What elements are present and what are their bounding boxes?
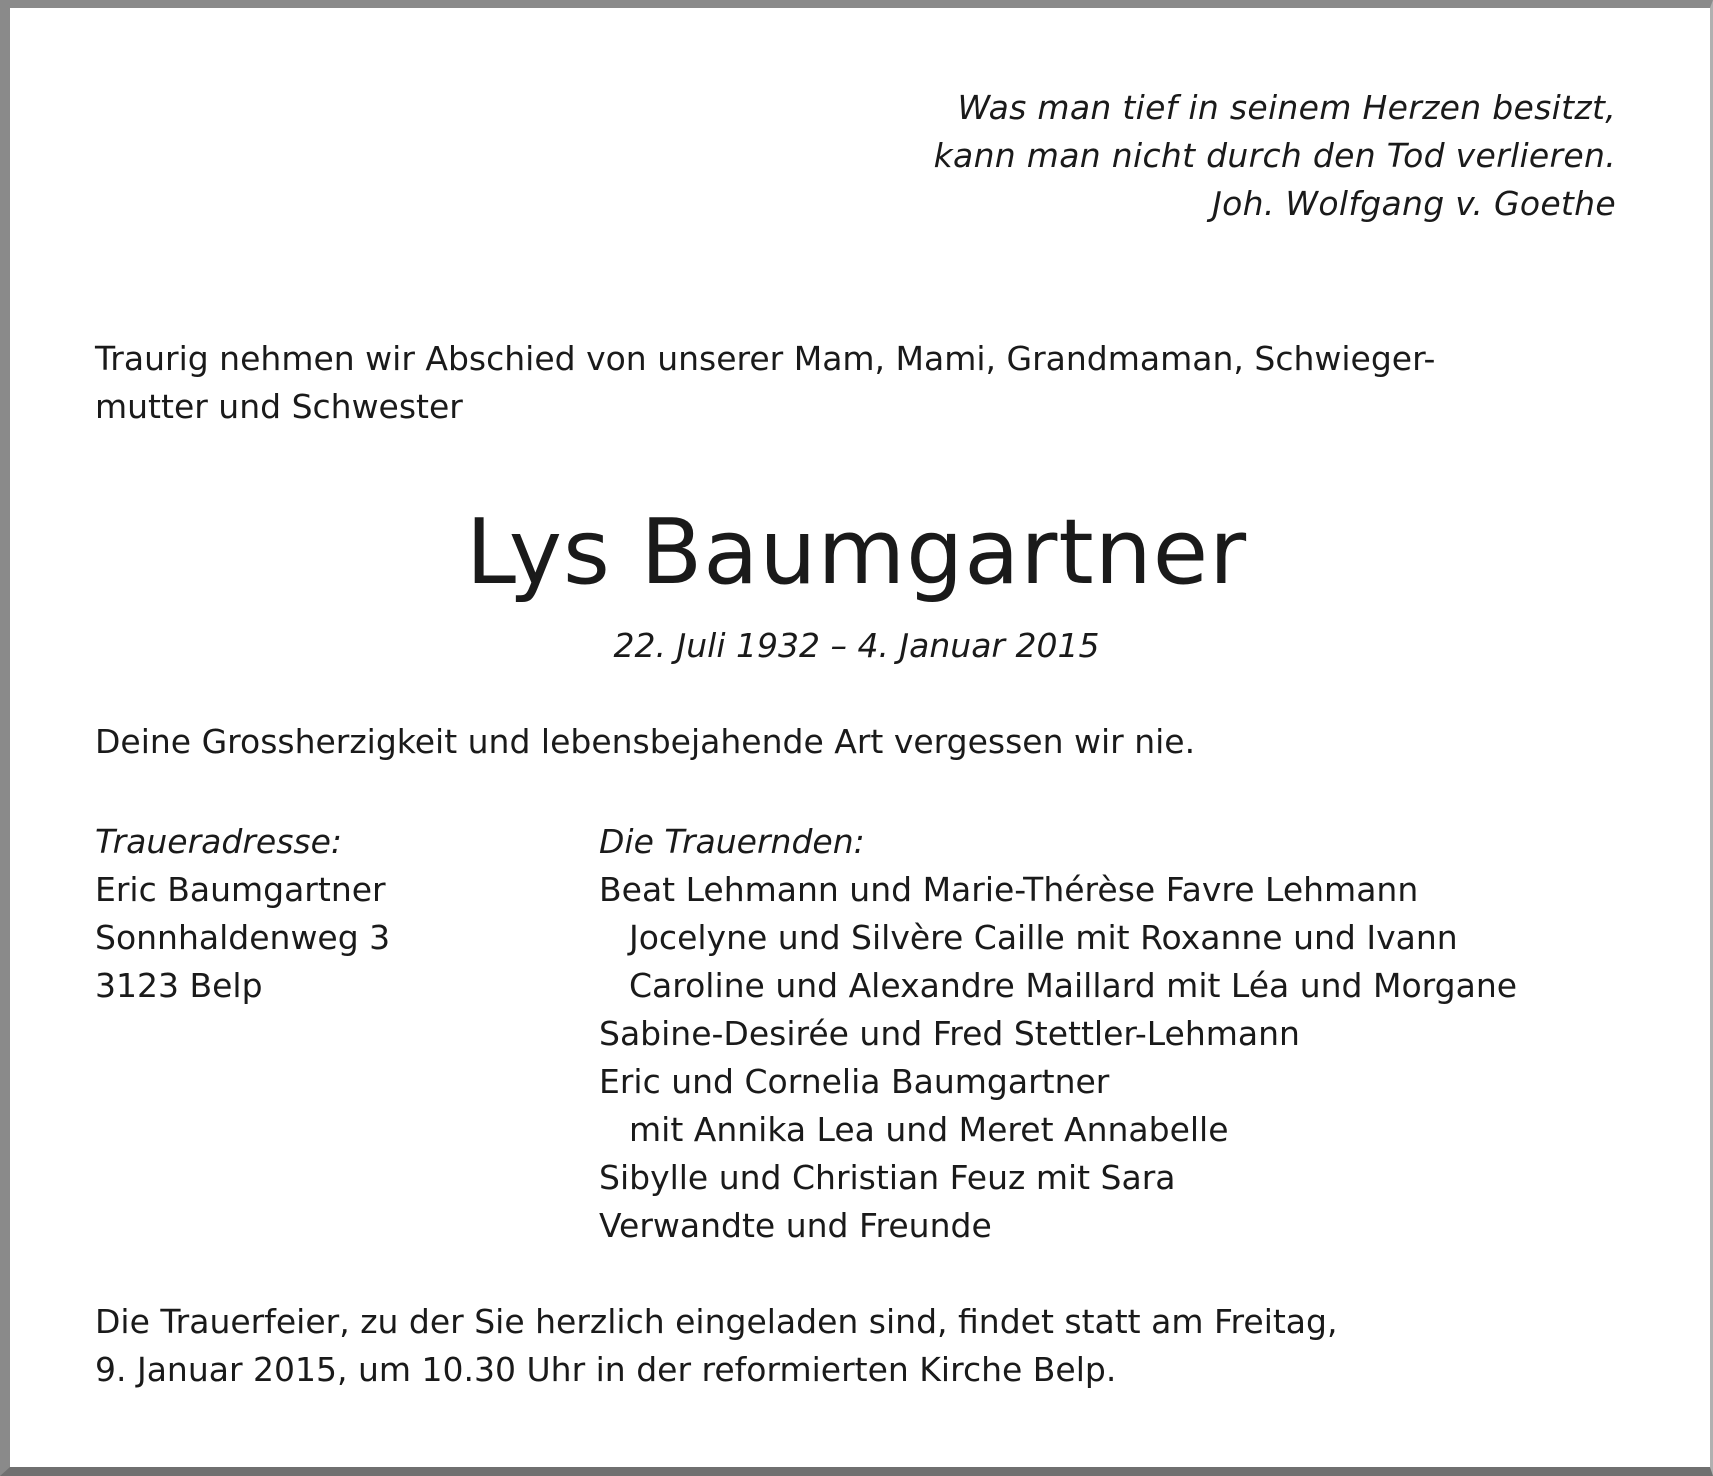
mourners-label: Die Trauernden: <box>599 822 865 861</box>
tribute-text: Deine Grossherzigkeit und lebensbejahende Art vergessen wir nie. <box>95 722 1196 761</box>
mourner-line: mit Annika Lea und Meret Annabelle <box>629 1110 1229 1149</box>
mourner-line: Caroline und Alexandre Maillard mit Léa und Morgane <box>629 966 1518 1005</box>
mourner-line: Sabine-Desirée und Fred Stettler-Lehmann <box>599 1014 1300 1053</box>
mourner-lines <box>599 866 1517 1250</box>
address-label: Traueradresse: <box>95 822 343 861</box>
life-dates: 22. Juli 1932 – 4. Januar 2015 <box>613 626 1100 665</box>
intro-text: Traurig nehmen wir Abschied von unserer Mam, Mami, Grandmaman, Schwieger- mutter und Schwester <box>95 339 1436 426</box>
mourning-address <box>95 818 390 1010</box>
address-line: Sonnhaldenweg 3 <box>95 918 391 957</box>
mourner-line: Jocelyne und Silvère Caille mit Roxanne und Ivann <box>629 918 1458 957</box>
mourner-line: Beat Lehmann und Marie-Thérèse Favre Lehmann <box>599 870 1419 909</box>
goethe-quote: Was man tief in seinem Herzen besitzt, kann man nicht durch den Tod verlieren. Joh. Wolfgang v. Goethe <box>933 88 1616 223</box>
address-line: Eric Baumgartner <box>95 870 386 909</box>
deceased-name: Lys Baumgartner <box>465 500 1248 605</box>
mourners-list <box>599 818 1517 1250</box>
address-line: 3123 Belp <box>95 966 263 1005</box>
mourner-line: Eric und Cornelia Baumgartner <box>599 1062 1110 1101</box>
ceremony-text: Die Trauerfeier, zu der Sie herzlich eingeladen sind, findet statt am Freitag, 9. Januar 2015, um 10.30 Uhr in der reformierten Kirche Belp. <box>95 1302 1338 1389</box>
mourner-line: Sibylle und Christian Feuz mit Sara <box>599 1158 1176 1197</box>
mourner-line: Verwandte und Freunde <box>599 1206 992 1245</box>
